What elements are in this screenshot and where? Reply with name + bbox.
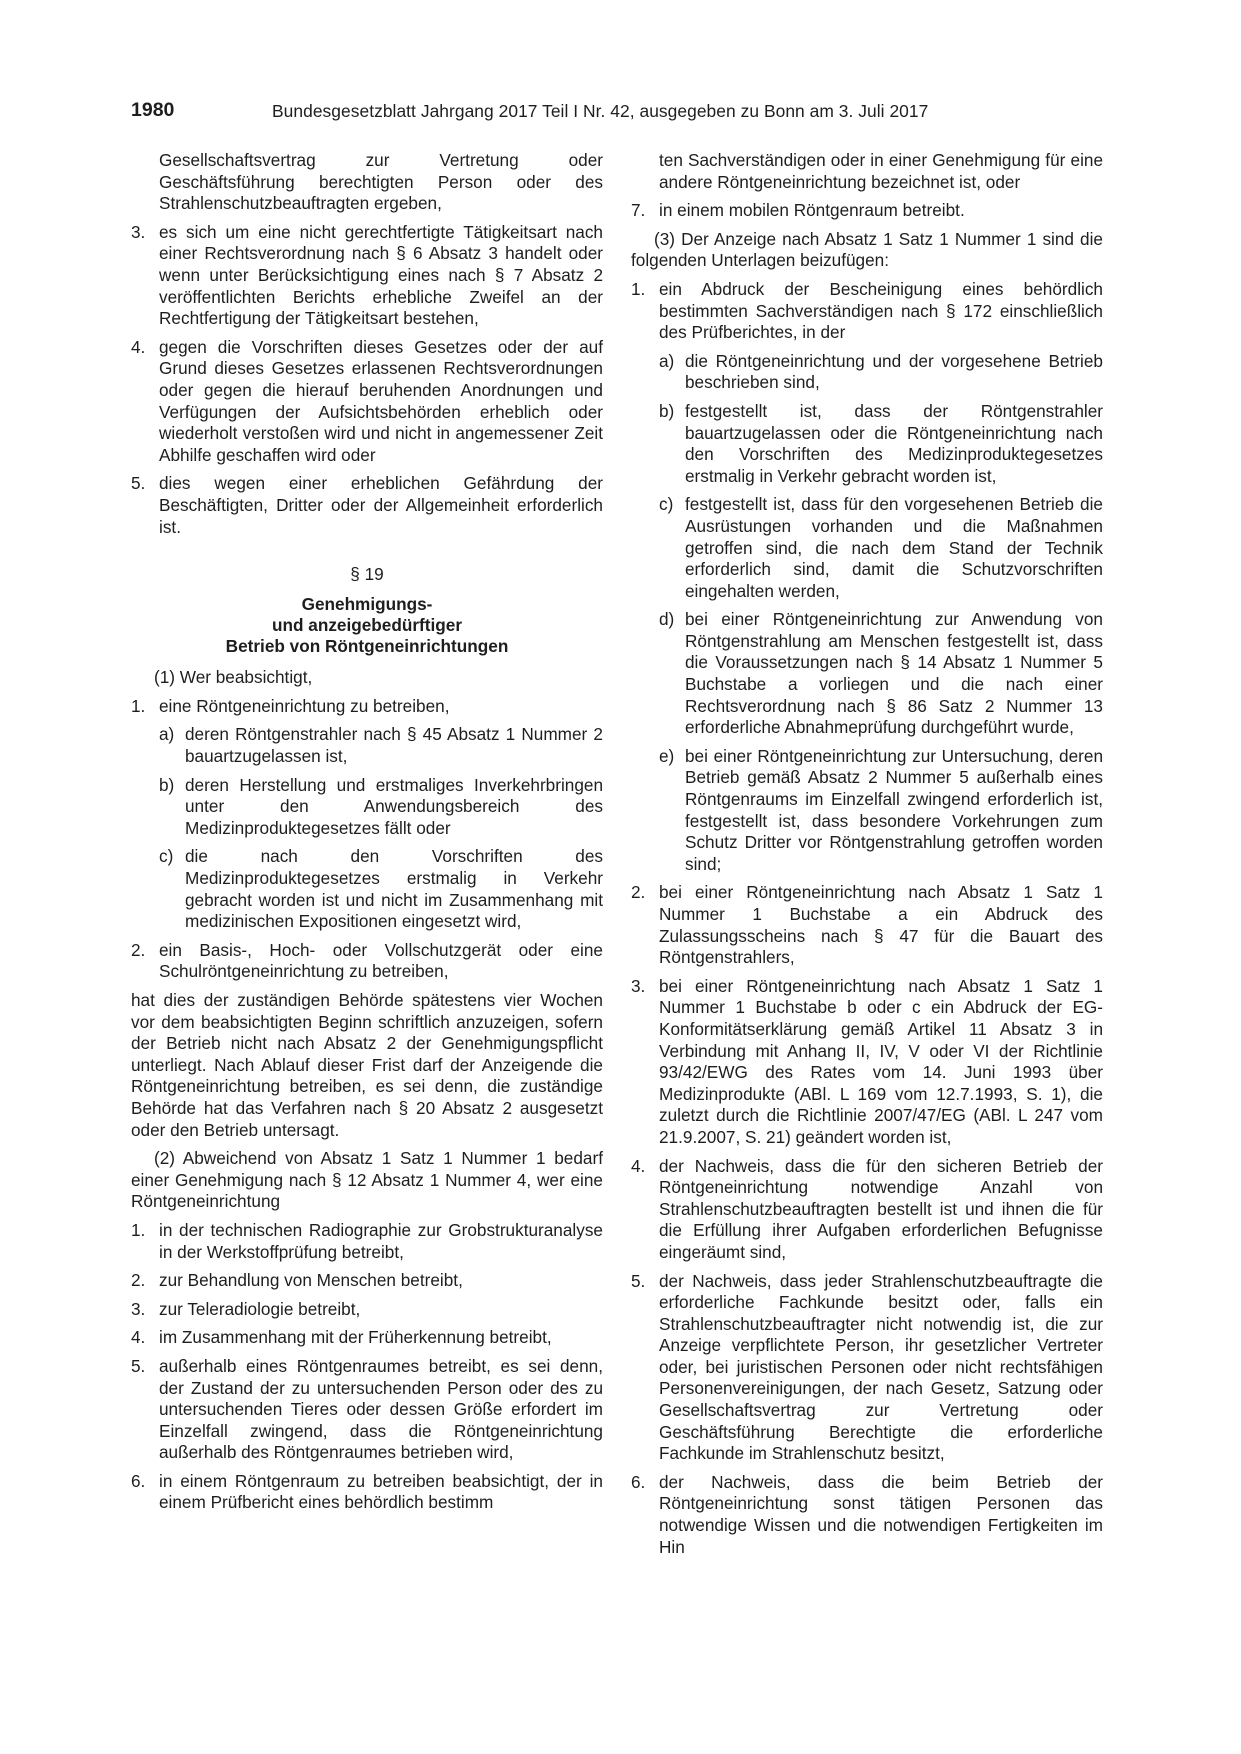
item-number: 5. [631, 1270, 646, 1291]
item-text: außerhalb eines Röntgenraumes betreibt, es sei denn, der Zustand der zu untersuchenden Person oder des zu untersuchenden Tieres oder dessen Größe erfordert im Einzelfall zwingend, dass die Röntgeneinrichtung außerhalb des Röntgenraumes betrieben wird, [159, 1355, 603, 1463]
item-text: ein Basis-, Hoch- oder Vollschutzgerät oder eine Schulröntgeneinrichtung zu betreiben, [159, 939, 603, 982]
sub-item [631, 746, 1103, 876]
item-text: im Zusammenhang mit der Früherkennung betreibt, [159, 1327, 552, 1348]
item-number: 2. [131, 1270, 146, 1291]
list-item [631, 976, 1103, 1149]
sub-item-letter: b) [159, 774, 175, 795]
section-number: § 19 [350, 564, 384, 585]
sub-item-text: festgestellt ist, dass der Röntgenstrahler bauartzugelassen oder die Röntgeneinrichtung nach den Vorschriften des Medizinproduktegesetzes erstmalig in Verkehr gebracht worden ist, [685, 400, 1103, 486]
sub-item [131, 846, 603, 932]
list-item [631, 1472, 1103, 1558]
continued-text: Gesellschaftsvertrag zur Vertretung oder Geschäftsführung berechtigten Person oder des Strahlenschutzbeauftragten ergeben, [159, 150, 603, 214]
sub-item-letter: c) [659, 494, 674, 515]
list-item [131, 696, 603, 718]
list-item [131, 1356, 603, 1464]
item-number: 5. [131, 1355, 146, 1376]
item-text: zur Behandlung von Menschen betreibt, [159, 1270, 463, 1291]
sub-item-letter: a) [659, 350, 675, 371]
item-number: 1. [131, 1219, 146, 1240]
item-number: 1. [131, 695, 146, 716]
list-item [131, 1327, 603, 1349]
running-head: Bundesgesetzblatt Jahrgang 2017 Teil I Nr. 42, ausgegeben zu Bonn am 3. Juli 2017 [272, 101, 929, 121]
item-text: gegen die Vorschriften dieses Gesetzes oder der auf Grund dieses Gesetzes erlassenen Rechtsverordnungen oder gegen die hierauf beruhenden Anordnungen und Verfügungen der Aufsichtsbehörden erheblich oder wiederholt verstoßen wird und nicht in angemessener Zeit Abhilfe geschaffen wird oder [159, 336, 603, 465]
sub-item-text: bei einer Röntgeneinrichtung zur Untersuchung, deren Betrieb gemäß Absatz 2 Nummer 5 außerhalb eines Röntgenraums im Einzelfall zwingend erforderlich ist, festgestellt ist, dass besondere Vorkehrungen zum Schutz Dritter vor Röntgenstrahlung getroffen worden sind; [685, 745, 1103, 874]
paragraph-1-closing: hat dies der zuständigen Behörde spätestens vier Wochen vor dem beabsichtigten Beginn schriftlich anzuzeigen, sofern der Betrieb nicht nach Absatz 2 der Genehmigungspflicht unterliegt. Nach Ablauf dieser Frist darf der Anzeigende die Röntgeneinrichtung betreiben, es sei denn, die zuständige Behörde hat das Verfahren nach § 20 Absatz 2 ausgesetzt oder den Betrieb untersagt. [131, 990, 603, 1140]
item-number: 3. [131, 1298, 146, 1319]
item-text: bei einer Röntgeneinrichtung nach Absatz 1 Satz 1 Nummer 1 Buchstabe a ein Abdruck des Zulassungsscheins nach § 47 für die Bauart des Röntgenstrahlers, [659, 882, 1103, 968]
item-number: 2. [631, 882, 646, 903]
item-text: der Nachweis, dass jeder Strahlenschutzbeauftragte die erforderliche Fachkunde besitzt oder, falls ein Strahlenschutzbeauftragter nicht notwendig ist, die zur Anzeige verpflichtete Person, ihr gesetzlicher Vertreter oder, bei juristischen Personen oder nicht rechtsfähigen Personenvereinigungen, der nach Gesetz, Satzung oder Gesellschaftsvertrag zur Vertretung oder Geschäftsführung Berechtigte die erforderliche Fachkunde im Strahlenschutz besitzt, [659, 1270, 1103, 1464]
list-item [131, 940, 603, 983]
list-item [631, 200, 1103, 222]
item-text: es sich um eine nicht gerechtfertigte Tätigkeitsart nach einer Rechtsverordnung nach § 6 Absatz 3 handelt oder wenn unter Berücksichtigung eines nach § 7 Absatz 2 veröffentlichten Berichts erhebliche Zweifel an der Rechtfertigung der Tätigkeitsart bestehen, [159, 221, 603, 329]
paragraph-3-intro: (3) Der Anzeige nach Absatz 1 Satz 1 Nummer 1 sind die folgenden Unterlagen beizufügen: [631, 228, 1103, 271]
section-title-line: Betrieb von Röntgeneinrichtungen [225, 636, 509, 657]
list-item [131, 1270, 603, 1292]
sub-item [631, 494, 1103, 602]
item-text: zur Teleradiologie betreibt, [159, 1298, 361, 1319]
sub-item [631, 401, 1103, 487]
section-title [131, 594, 603, 658]
list-item [131, 473, 603, 538]
list-item [131, 1471, 603, 1514]
sub-item-text: deren Röntgenstrahler nach § 45 Absatz 1 Nummer 2 bauartzugelassen ist, [185, 724, 603, 767]
sub-item-letter: e) [659, 745, 675, 766]
paragraph-1-intro: (1) Wer beabsichtigt, [154, 667, 313, 688]
left-column [131, 150, 603, 1521]
item-number: 4. [131, 336, 146, 357]
list-item [631, 1271, 1103, 1465]
sub-item-text: deren Herstellung und erstmaliges Inverkehrbringen unter den Anwendungsbereich des Medizinproduktegesetzes fällt oder [185, 774, 603, 838]
item-text: der Nachweis, dass die für den sicheren Betrieb der Röntgeneinrichtung notwendige Anzahl von Strahlenschutzbeauftragten bestellt ist und ihnen die für die Erfüllung ihrer Aufgaben erforderlichen Befugnisse eingeräumt sind, [659, 1155, 1103, 1262]
sub-item [631, 609, 1103, 739]
item-number: 6. [631, 1471, 646, 1492]
sub-item-text: die Röntgeneinrichtung und der vorgesehene Betrieb beschrieben sind, [685, 350, 1103, 393]
sub-item-text: bei einer Röntgeneinrichtung zur Anwendung von Röntgenstrahlung am Menschen festgestellt ist, dass die Voraussetzungen nach § 14 Absatz 1 Nummer 5 Buchstabe a vorliegen und die nach einer Rechtsverordnung nach § 86 Satz 2 Nummer 13 erforderliche Abnahmeprüfung durchgeführt wurde, [685, 609, 1103, 738]
list-item [631, 882, 1103, 968]
list-item [631, 279, 1103, 344]
item-text: eine Röntgeneinrichtung zu betreiben, [159, 695, 450, 716]
sub-item-letter: c) [159, 846, 174, 867]
right-column [631, 150, 1103, 1565]
sub-item-letter: b) [659, 400, 675, 421]
section-title-line: Genehmigungs- [301, 593, 433, 614]
sub-item [631, 351, 1103, 394]
page-number: 1980 [131, 99, 175, 121]
item-number: 4. [631, 1155, 646, 1176]
item-number: 6. [131, 1470, 146, 1491]
sub-item [131, 724, 603, 767]
item-text: der Nachweis, dass die beim Betrieb der Röntgeneinrichtung sonst tätigen Personen das notwendige Wissen und die notwendigen Fertigkeiten im Hin [659, 1471, 1103, 1557]
list-item [131, 337, 603, 467]
list-item [131, 1220, 603, 1263]
item-number: 7. [631, 200, 646, 221]
sub-item-letter: d) [659, 609, 675, 630]
section-title-line: und anzeigebedürftiger [271, 614, 463, 635]
item-number: 4. [131, 1327, 146, 1348]
item-text: bei einer Röntgeneinrichtung nach Absatz 1 Satz 1 Nummer 1 Buchstabe b oder c ein Abdruck der EG-Konformitätserklärung gemäß Artikel 11 Absatz 3 in Verbindung mit Anhang II, IV, V oder VI der Richtlinie 93/42/EWG des Rates vom 14. Juni 1993 über Medizinprodukte (ABl. L 169 vom 12.7.1993, S. 1), die zuletzt durch die Richtlinie 2007/47/EG (ABl. L 247 vom 21.9.2007, S. 21) geändert worden ist, [659, 975, 1103, 1147]
paragraph-2-intro: (2) Abweichend von Absatz 1 Satz 1 Nummer 1 bedarf einer Genehmigung nach § 12 Absatz 1 Nummer 4, wer eine Röntgeneinrichtung [131, 1148, 603, 1212]
page-header [131, 100, 1131, 124]
item-text: in der technischen Radiographie zur Grobstrukturanalyse in der Werkstoffprüfung betreibt, [159, 1219, 603, 1262]
sub-item-letter: a) [159, 724, 175, 745]
item-text: in einem mobilen Röntgenraum betreibt. [659, 200, 965, 221]
list-item [131, 222, 603, 330]
item-number: 3. [131, 221, 146, 242]
item-number: 2. [131, 939, 146, 960]
sub-item-text: festgestellt ist, dass für den vorgesehenen Betrieb die Ausrüstungen vorhanden und die Maßnahmen getroffen sind, die nach dem Stand der Technik erforderlich sind, damit die Schutzvorschriften eingehalten werden, [685, 494, 1103, 601]
item-text: in einem Röntgenraum zu betreiben beabsichtigt, der in einem Prüfbericht eines behördlich bestimm [159, 1470, 603, 1513]
sub-item-text: die nach den Vorschriften des Medizinproduktegesetzes erstmalig in Verkehr gebracht worden ist und nicht im Zusammenhang mit medizinischen Expositionen eingesetzt wird, [185, 846, 603, 932]
continued-text: ten Sachverständigen oder in einer Genehmigung für eine andere Röntgeneinrichtung bezeichnet ist, oder [659, 150, 1103, 192]
item-number: 3. [631, 975, 646, 996]
item-number: 5. [131, 473, 146, 494]
item-number: 1. [631, 278, 646, 299]
list-item [631, 1156, 1103, 1264]
item-text: dies wegen einer erheblichen Gefährdung der Beschäftigten, Dritter oder der Allgemeinheit erforderlich ist. [159, 473, 603, 537]
sub-item [131, 775, 603, 840]
item-text: ein Abdruck der Bescheinigung eines behördlich bestimmten Sachverständigen nach § 172 einschließlich des Prüfberichtes, in der [659, 278, 1103, 343]
list-item [131, 1299, 603, 1321]
